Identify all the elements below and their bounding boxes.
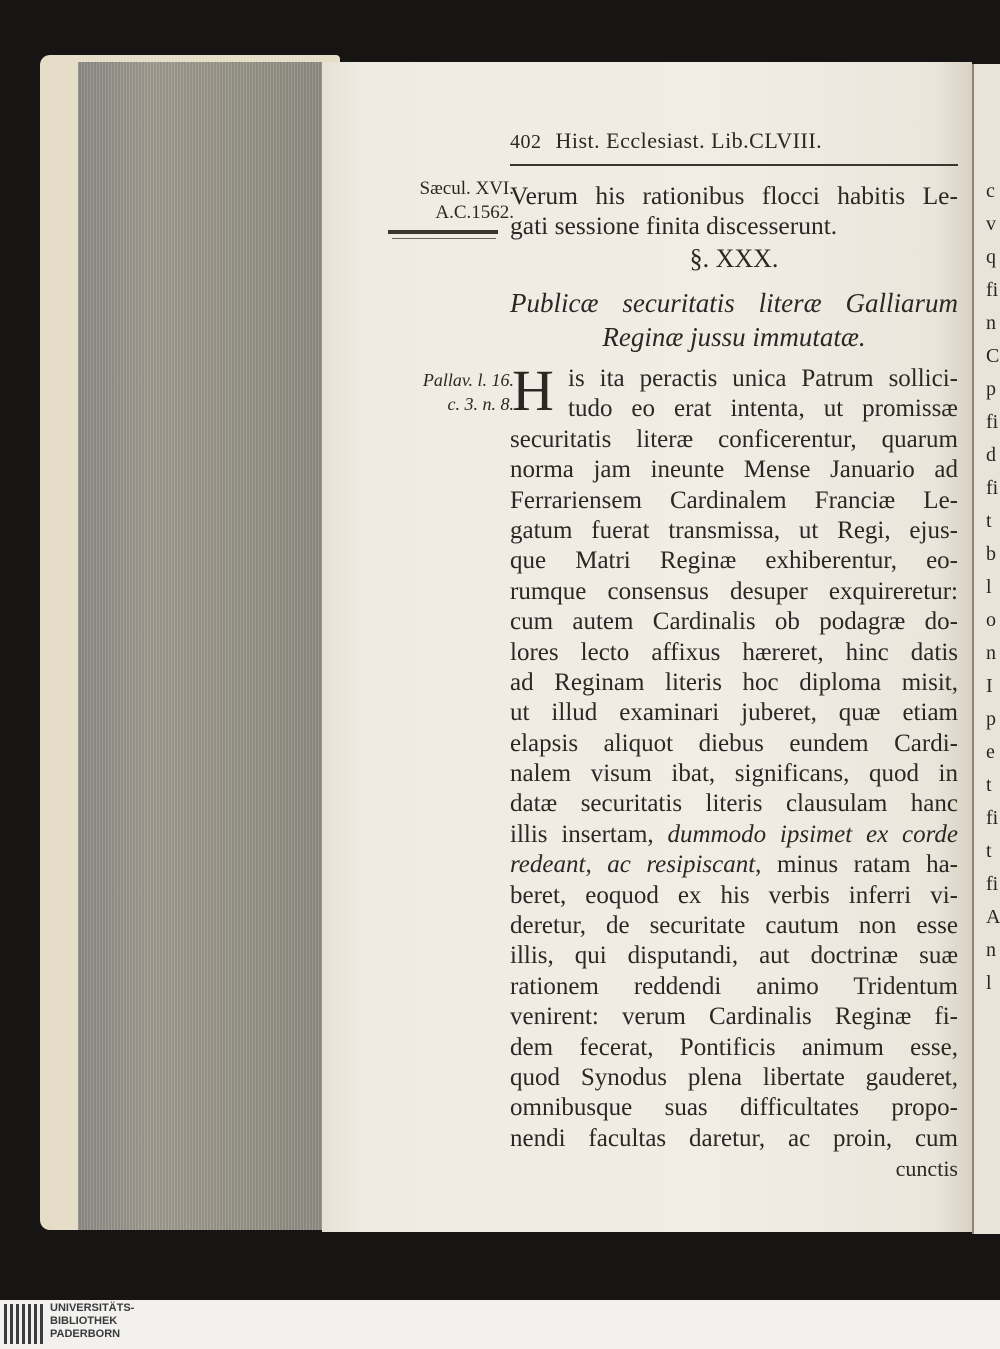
facing-page-letter: v xyxy=(986,213,996,235)
drop-cap: H xyxy=(512,358,554,423)
catchword: cunctis xyxy=(895,1156,958,1182)
text-line: dem fecerat, Pontificis animum esse, xyxy=(510,1033,958,1061)
text-line: ut illud examinari juberet, quæ etiam xyxy=(510,699,958,727)
facing-page-letter: b xyxy=(986,543,996,565)
margin-year: A.C.1562. xyxy=(435,202,514,223)
text-line: cum autem Cardinalis ob podagræ do- xyxy=(510,608,958,636)
text-line: is ita peractis unica Patrum sollici- xyxy=(568,365,958,392)
library-footer xyxy=(0,1300,1000,1349)
facing-page-letter: I xyxy=(986,675,993,697)
running-header xyxy=(510,128,955,154)
text-line: gatum fuerat transmissa, ut Regi, ejus- xyxy=(510,516,958,544)
text-line: nendi facultas daretur, ac proin, cum xyxy=(510,1124,958,1152)
text-line: illis, qui disputandi, aut doctrinæ suæ xyxy=(510,942,958,970)
text-line: rumque consensus desuper exquireretur: xyxy=(510,577,958,605)
rubric-line-2: Reginæ jussu immutatæ. xyxy=(602,322,866,352)
text-line: gati sessione finita discesserunt. xyxy=(510,211,838,241)
text-line: lores lecto affixus hæreret, hinc datis xyxy=(510,638,958,666)
facing-page-letter: l xyxy=(986,972,992,994)
page-block-edge xyxy=(78,62,325,1230)
library-name-line: PADERBORN xyxy=(50,1328,121,1340)
text-line: securitatis literæ conficerentur, quarum xyxy=(510,425,958,453)
facing-page-letter: fi xyxy=(986,807,999,829)
text-line: omnibusque suas difficultates propo- xyxy=(510,1094,958,1122)
library-logo-icon xyxy=(4,1304,46,1344)
facing-page-letter: n xyxy=(986,642,996,664)
margin-century: Sæcul. XVI. xyxy=(419,178,514,199)
text-line: norma jam ineunte Mense Januario ad xyxy=(510,456,958,484)
facing-page-letter: C xyxy=(986,345,1000,367)
facing-page-letter: fi xyxy=(986,873,999,895)
header-rule xyxy=(510,164,958,166)
margin-rule-thin xyxy=(392,238,496,239)
facing-page-letter: l xyxy=(986,576,992,598)
facing-page-letter: o xyxy=(986,609,996,631)
facing-page-letter: t xyxy=(986,840,992,862)
text-line: quod Synodus plena libertate gauderet, xyxy=(510,1063,958,1091)
text-line: beret, eoquod ex his verbis inferri vi- xyxy=(510,881,958,909)
facing-page-letter: n xyxy=(986,939,996,961)
page-number: 402 xyxy=(510,131,542,153)
facing-page-letter: A xyxy=(986,906,1000,928)
facing-page-letter: p xyxy=(986,708,996,730)
text-line: rationem reddendi animo Tridentum xyxy=(510,972,958,1000)
facing-page-letter: p xyxy=(986,378,996,400)
facing-page-letter: n xyxy=(986,312,996,334)
text-line: datæ securitatis literis clausulam hanc xyxy=(510,790,958,818)
running-title: Hist. Ecclesiast. Lib.CLVIII. xyxy=(555,128,823,153)
library-name-line: UNIVERSITÄTS- xyxy=(50,1302,135,1314)
text-line: deretur, de securitate cautum non esse xyxy=(510,912,958,940)
reference-line-2: c. 3. n. 8. xyxy=(447,394,514,414)
facing-page-letter: t xyxy=(986,774,992,796)
text-line: Ferrariensem Cardinalem Franciæ Le- xyxy=(510,486,958,514)
margin-note-reference xyxy=(384,368,514,416)
text-line: tudo eo erat intenta, ut promissæ xyxy=(568,395,958,423)
facing-page-letter: c xyxy=(986,180,995,202)
text-line: que Matri Reginæ exhiberentur, eo- xyxy=(510,547,958,575)
facing-page-letter: t xyxy=(986,510,992,532)
margin-rule xyxy=(388,230,498,234)
rubric-line-1: Publicæ securitatis literæ Galliarum xyxy=(510,288,958,318)
main-paragraph xyxy=(510,358,959,1185)
facing-page-letter: q xyxy=(986,246,996,268)
intro-paragraph xyxy=(510,181,958,242)
text-line: Verum his rationibus flocci habitis Le- xyxy=(510,181,958,210)
text-line: nalem visum ibat, significans, quod in xyxy=(510,760,958,788)
section-heading: §. XXX. xyxy=(689,244,779,273)
library-name xyxy=(50,1302,134,1341)
library-name-line: BIBLIOTHEK xyxy=(50,1315,118,1327)
facing-page-letter: e xyxy=(986,741,995,763)
facing-page-letter: fi xyxy=(986,411,999,433)
text-line: elapsis aliquot diebus eundem Cardi- xyxy=(510,729,958,757)
facing-page-letter: fi xyxy=(986,477,999,499)
margin-note-date xyxy=(384,177,514,225)
text-line: venirent: verum Cardinalis Reginæ fi- xyxy=(510,1003,958,1031)
facing-page-letter: d xyxy=(986,444,996,466)
text-line: ad Reginam literis hoc diploma misit, xyxy=(510,668,958,696)
text-line: illis insertam, dummodo ipsimet ex corde xyxy=(510,820,958,848)
facing-page-letter: fi xyxy=(986,279,999,301)
reference-line-1: Pallav. l. 16. xyxy=(422,370,514,390)
text-line: redeant, ac resipiscant, minus ratam ha- xyxy=(510,851,959,879)
